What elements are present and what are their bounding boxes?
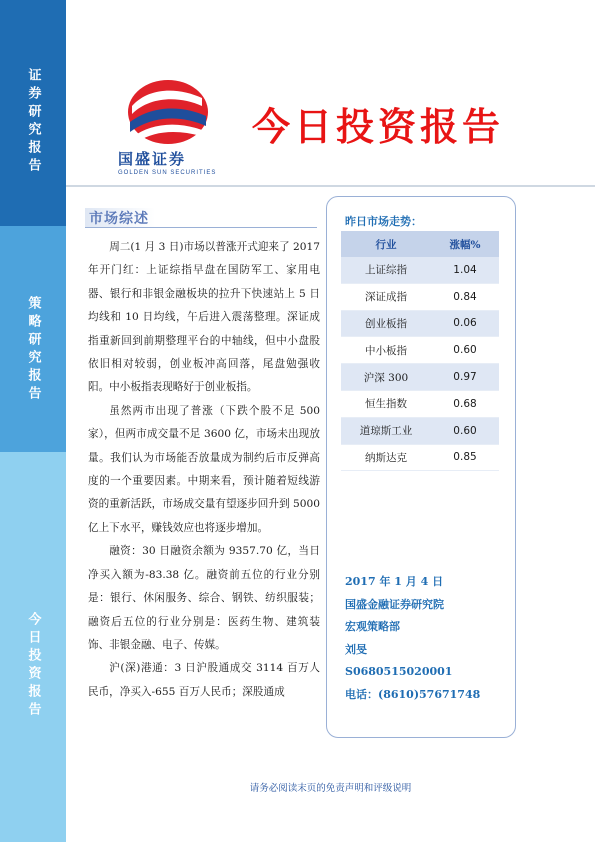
index-change: 0.68 [453,397,477,410]
column-header-industry: 行业 [341,231,431,257]
report-title: 今日投资报告 [252,104,505,149]
sidebar-band-research [0,0,66,226]
sidebar-label-strategy: 策略研究报告 [25,296,41,404]
report-date: 2017 年 1 月 4 日 [345,575,444,588]
table-row [341,364,499,391]
certificate-number: S0680515020001 [345,665,453,679]
index-name: 纳斯达克 [365,451,407,464]
table-row [341,390,499,417]
index-change: 0.85 [453,451,477,464]
disclaimer-note: 请务必阅读末页的免责声明和评级说明 [249,783,412,794]
department-name: 宏观策略部 [345,620,400,634]
brand-name-en: GOLDEN SUN SECURITIES [118,170,217,176]
brand-name-cn: 国盛证券 [118,150,187,168]
index-name: 沪深 300 [341,364,431,391]
table-row [341,257,499,283]
index-change: 0.84 [453,290,477,303]
index-change: 0.60 [453,344,477,357]
header-divider [66,185,595,187]
index-name: 深证成指 [365,291,407,304]
table-row [341,444,499,471]
index-change: 0.97 [431,364,499,391]
author-name: 刘旻 [345,642,367,656]
index-change: 1.04 [431,257,499,283]
paragraph-margin: 融资：30 日融资余额为 9357.70 亿，当日净买入额为-83.38 亿。融资前五位的行业分别是：银行、休闲服务、综合、钢铁、纺织服装；融资后五位的行业分别是：医药生物、建筑装饰、非银金融、电子、传媒。 [88,545,320,651]
contact-block [345,571,480,707]
index-name: 创业板指 [341,310,431,337]
table-row [341,417,499,444]
market-panel [326,196,516,738]
sidebar-label-research: 证券研究报告 [25,68,41,176]
phone-number: 电话：(8610)57671748 [345,687,481,701]
sidebar-band-daily [0,452,66,842]
table-header-row [341,231,499,257]
index-change: 0.06 [431,310,499,337]
paragraph-volume: 虽然两市出现了普涨（下跌个股不足 500 家），但两市成交量不足 3600 亿，市场未出现放量。我们认为市场能否放量成为制约后市反弹高度的一个重要因素。中期来看，预计随着短线游资的重新活跃，市场成交量有望逐步回升到 5000 亿上下水平，赚钱效应也将逐步增加。 [88,404,320,534]
table-row [341,337,499,364]
panel-title: 昨日市场走势： [345,215,422,228]
sidebar-band-strategy [0,226,66,452]
market-table [341,231,499,471]
table-row [341,310,499,337]
index-name: 上证综指 [341,257,431,283]
paragraph-market-summary: 周二(1 月 3 日)市场以普涨开式迎来了 2017 年开门红：上证综指早盘在国防军工、家用电器、银行和非银金融板块的拉升下快速站上 5 日均线和 10 日均线，午后进入震荡整理。深证成指重新回到前期整理平台的中轴线，但中小盘股依旧相对较弱，创业板冲高回落，尾盘勉强收阳。中小板指表现略好于创业板指。 [88,241,320,394]
index-name: 恒生指数 [365,398,407,411]
section-heading [85,208,317,228]
index-name: 道琼斯工业 [341,417,431,444]
index-name: 中小板指 [365,344,407,357]
section-underline [85,227,317,228]
institute-name: 国盛金融证券研究院 [345,597,444,611]
paragraph-connect: 沪(深)港通：3 日沪股通成交 3114 百万人民币，净买入-655 百万人民币；深股通成 [88,662,320,698]
table-row [341,283,499,310]
column-header-change: 涨幅% [431,231,499,257]
sidebar-label-daily: 今日投资报告 [25,612,41,720]
index-change: 0.60 [431,417,499,444]
section-title: 市场综述 [89,211,149,227]
article-body [88,236,320,704]
